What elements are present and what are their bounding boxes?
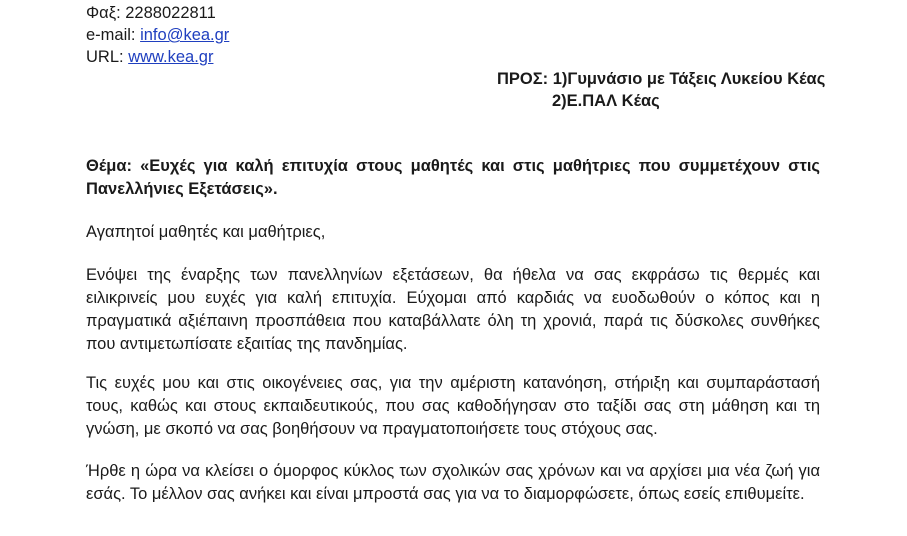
url-line	[86, 46, 229, 68]
url-label: URL:	[86, 48, 129, 66]
body-paragraph-1: Ενόψει της έναρξης των πανελληνίων εξετάσεων, θα ήθελα να σας εκφράσω τις θερμές και ειλικρινείς μου ευχές για καλή επιτυχία. Εύχομαι από καρδιάς να ευοδωθούν ο κόπος και η πραγματικά αξιέπαινη προσπάθεια που καταβάλλατε όλη τη χρονιά, παρά τις δύσκολες συνθήκες που αντιμετωπίσατε εξαιτίας της πανδημίας.	[86, 266, 820, 353]
contact-block	[86, 2, 229, 68]
body-paragraph-3: Ήρθε η ώρα να κλείσει ο όμορφος κύκλος των σχολικών σας χρόνων και να αρχίσει μια νέα ζωή για εσάς. Το μέλλον σας ανήκει και είναι μπροστά σας για να το διαμορφώσετε, όπως εσείς επιθυμείτε.	[86, 462, 820, 503]
recipient-line-2: 2)Ε.ΠΑΛ Κέας	[552, 92, 660, 110]
email-line	[86, 24, 229, 46]
body-paragraph-2: Τις ευχές μου και στις οικογένειες σας, για την αμέριστη κατανόηση, στήριξη και συμπαράστασή τους, καθώς και στους εκπαιδευτικούς, που σας καθοδήγησαν στο ταξίδι σας στη μάθηση και τη γνώση, με σκοπό να σας βοηθήσουν να πραγματοποιήσετε τους στόχους σας.	[86, 374, 820, 438]
email-link[interactable]: info@kea.gr	[140, 26, 230, 44]
subject-line: Θέμα: «Ευχές για καλή επιτυχία στους μαθητές και στις μαθήτριες που συμμετέχουν στις Πανελλήνιες Εξετάσεις».	[86, 157, 820, 198]
url-link[interactable]: www.kea.gr	[128, 48, 214, 66]
recipient-line-1: ΠΡΟΣ: 1)Γυμνάσιο με Τάξεις Λυκείου Κέας	[497, 70, 826, 88]
recipients-block	[497, 68, 825, 112]
greeting: Αγαπητοί μαθητές και μαθήτριες,	[86, 223, 326, 241]
email-label: e-mail:	[86, 26, 141, 44]
fax-line: Φαξ: 2288022811	[86, 4, 216, 22]
